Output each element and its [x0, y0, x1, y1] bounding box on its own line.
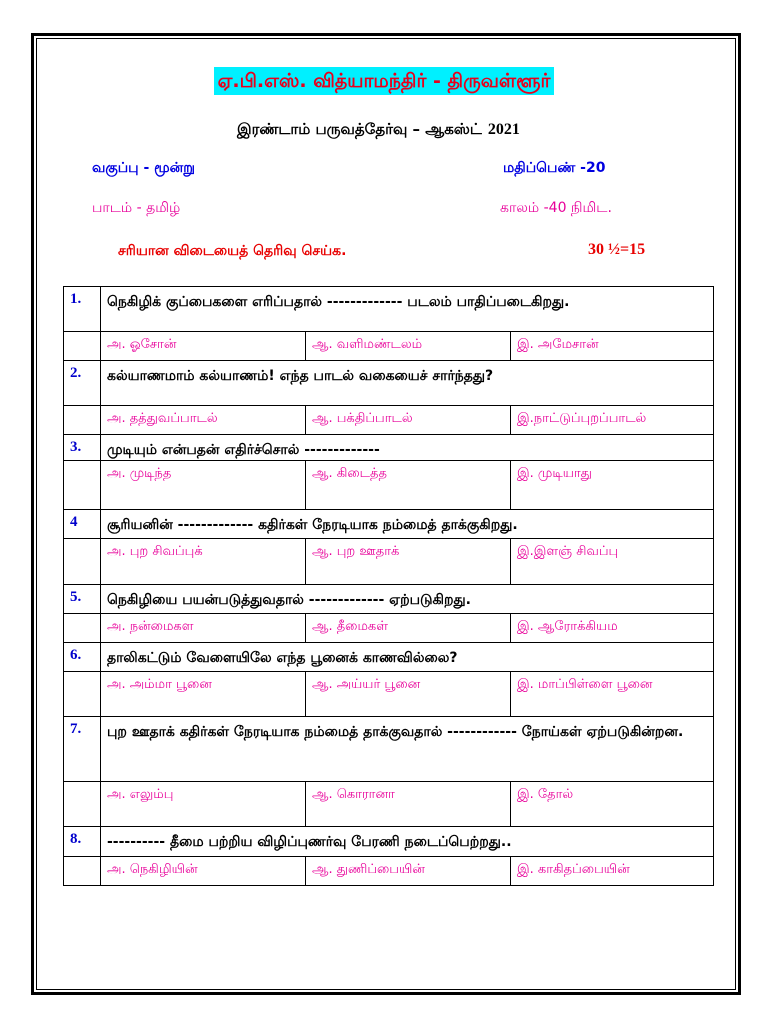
question-number: 1. [64, 287, 101, 332]
option-b: ஆ. கொரானா [306, 782, 511, 827]
school-name: ஏ.பி.எஸ். வித்யாமந்திர் - திருவள்ளூர் [214, 67, 555, 95]
option-a: அ. தத்துவப்பாடல் [101, 406, 306, 435]
option-a: அ. முடிந்த [101, 461, 306, 510]
exam-year: 2021 [487, 121, 520, 138]
exam-name: இரண்டாம் பருவத்தேர்வு – ஆகஸ்ட் [237, 120, 482, 138]
question-row [64, 435, 714, 461]
options-row [64, 406, 714, 435]
options-row [64, 782, 714, 827]
class-label: வகுப்பு - மூன்று [92, 160, 195, 176]
school-title [0, 70, 768, 95]
marks-label: மதிப்பெண் -20 [503, 160, 606, 176]
option-a: அ. புற சிவப்புக் [101, 539, 306, 585]
options-row [64, 539, 714, 585]
question-text: ---------- தீமை பற்றிய விழிப்புணர்வு பேரணி நடைப்பெற்றது.. [101, 827, 714, 857]
option-a: அ. நன்மைகள [101, 614, 306, 643]
option-b: ஆ. பக்திப்பாடல் [306, 406, 511, 435]
question-number: 6. [64, 643, 101, 672]
question-text: புற ஊதாக் கதிர்கள் நேரடியாக நம்மைத் தாக்குவதால் ------------ நோய்கள் ஏற்படுகின்றன. [101, 717, 714, 782]
option-c: இ. தோல் [511, 782, 714, 827]
option-c: இ.நாட்டுப்புறப்பாடல் [511, 406, 714, 435]
option-c: இ. முடியாது [511, 461, 714, 510]
question-text: முடியும் என்பதன் எதிர்ச்சொல் ------------- [101, 435, 714, 461]
question-text: சூரியனின் ------------- கதிர்கள் நேரடியாக நம்மைத் தாக்குகிறது. [101, 510, 714, 539]
question-text: நெகிழியை பயன்படுத்துவதால் ------------- ஏற்படுகிறது. [101, 585, 714, 614]
option-c: இ. காகிதப்பையின் [511, 857, 714, 886]
option-b: ஆ. துணிப்பையின் [306, 857, 511, 886]
options-row [64, 857, 714, 886]
question-table [63, 286, 714, 886]
option-a: அ. நெகிழியின் [101, 857, 306, 886]
question-row [64, 643, 714, 672]
total-marks: 30 ½=15 [588, 241, 646, 258]
question-text: நெகிழிக் குப்பைகளை எரிப்பதால் ------------- படலம் பாதிப்படைகிறது. [101, 287, 714, 332]
option-b: ஆ. தீமைகள் [306, 614, 511, 643]
question-number: 5. [64, 585, 101, 614]
option-c: இ.இளஞ் சிவப்பு [511, 539, 714, 585]
question-number: 8. [64, 827, 101, 857]
question-row [64, 361, 714, 406]
options-row [64, 332, 714, 361]
option-c: இ. அமேசான் [511, 332, 714, 361]
option-b: ஆ. கிடைத்த [306, 461, 511, 510]
question-text: தாலிகட்டும் வேளையிலே எந்த பூனைக் காணவில்லை? [101, 643, 714, 672]
option-b: ஆ. வளிமண்டலம் [306, 332, 511, 361]
subject-label: பாடம் - தமிழ் [92, 200, 181, 216]
question-row [64, 717, 714, 782]
question-row [64, 585, 714, 614]
option-c: இ. ஆரோக்கியம [511, 614, 714, 643]
options-row [64, 461, 714, 510]
options-row [64, 614, 714, 643]
question-number: 7. [64, 717, 101, 782]
option-b: ஆ. புற ஊதாக் [306, 539, 511, 585]
option-a: அ. ஓசோன் [101, 332, 306, 361]
question-number: 2. [64, 361, 101, 406]
time-label: காலம் -40 நிமிட. [500, 200, 612, 216]
question-number: 4 [64, 510, 101, 539]
option-a: அ. எலும்பு [101, 782, 306, 827]
instruction: சரியான விடையைத் தெரிவு செய்க. [118, 243, 347, 259]
question-row [64, 287, 714, 332]
options-row [64, 672, 714, 717]
option-c: இ. மாப்பிள்ளை பூனை [511, 672, 714, 717]
question-number: 3. [64, 435, 101, 461]
exam-title [237, 120, 520, 140]
option-a: அ. அம்மா பூனை [101, 672, 306, 717]
question-row [64, 827, 714, 857]
question-row [64, 510, 714, 539]
option-b: ஆ. அய்யர் பூனை [306, 672, 511, 717]
question-text: கல்யாணமாம் கல்யாணம்! எந்த பாடல் வகையைச் சார்ந்தது? [101, 361, 714, 406]
